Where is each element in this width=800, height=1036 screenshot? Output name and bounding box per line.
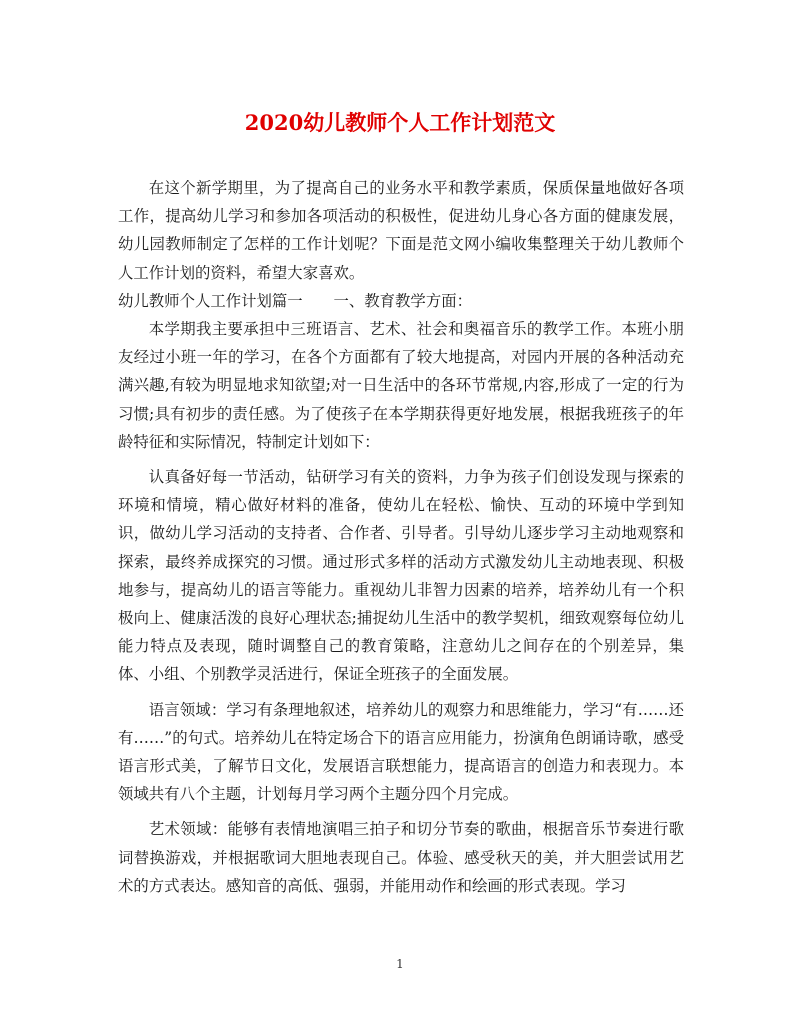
page-number: 1 (396, 957, 404, 971)
body-paragraph: 认真备好每一节活动，钻研学习有关的资料，力争为孩子们创设发现与探索的环境和情境，精心做好材料的准备，使幼儿在轻松、愉快、互动的环境中学到知识，做幼儿学习活动的支持者、合作者、引导者。引导幼儿逐步学习主动地观察和探索，最终养成探究的习惯。通过形式多样的活动方式激发幼儿主动地表现、积极地参与，提高幼儿的语言等能力。重视幼儿非智力因素的培养，培养幼儿有一个积极向上、健康活泼的良好心理状态;捕捉幼儿生活中的教学契机，细致观察每位幼儿能力特点及表现，随时调整自己的教育策略，注意幼儿之间存在的个别差异，集体、小组、个别教学灵活进行，保证全班孩子的全面发展。 (118, 468, 684, 684)
document-title: 2020幼儿教师个人工作计划范文 (244, 110, 556, 135)
language-domain-paragraph: 语言领域：学习有条理地叙述，培养幼儿的观察力和思维能力，学习“有……还有……”的句式。培养幼儿在特定场合下的语言应用能力，扮演角色朗诵诗歌，感受语言形式美，了解节日文化，发展语言联想能力，提高语言的创造力和表现力。本领域共有八个主题，计划每月学习两个主题分四个月完成。 (118, 700, 684, 804)
art-domain-paragraph: 艺术领域：能够有表情地演唱三拍子和切分节奏的歌曲，根据音乐节奏进行歌词替换游戏，并根据歌词大胆地表现自己。体验、感受秋天的美，并大胆尝试用艺术的方式表达。感知音的高低、强弱，并能用动作和绘画的形式表现。学习 (118, 820, 684, 895)
section-heading: 幼儿教师个人工作计划篇一 一、教育教学方面： (118, 291, 472, 310)
body-paragraph: 本学期我主要承担中三班语言、艺术、社会和奥福音乐的教学工作。本班小朋友经过小班一年的学习，在各个方面都有了较大地提高，对园内开展的各种活动充满兴趣,有较为明显地求知欲望;对一日生活中的各环节常规,内容,形成了一定的行为习惯;具有初步的责任感。为了使孩子在本学期获得更好地发展，根据我班孩子的年龄特征和实际情况，特制定计划如下： (118, 320, 684, 451)
intro-paragraph: 在这个新学期里，为了提高自己的业务水平和教学素质，保质保量地做好各项工作，提高幼儿学习和参加各项活动的积极性，促进幼儿身心各方面的健康发展，幼儿园教师制定了怎样的工作计划呢？下面是范文网小编收集整理关于幼儿教师个人工作计划的资料，希望大家喜欢。 (118, 179, 684, 282)
document-body (118, 174, 684, 900)
